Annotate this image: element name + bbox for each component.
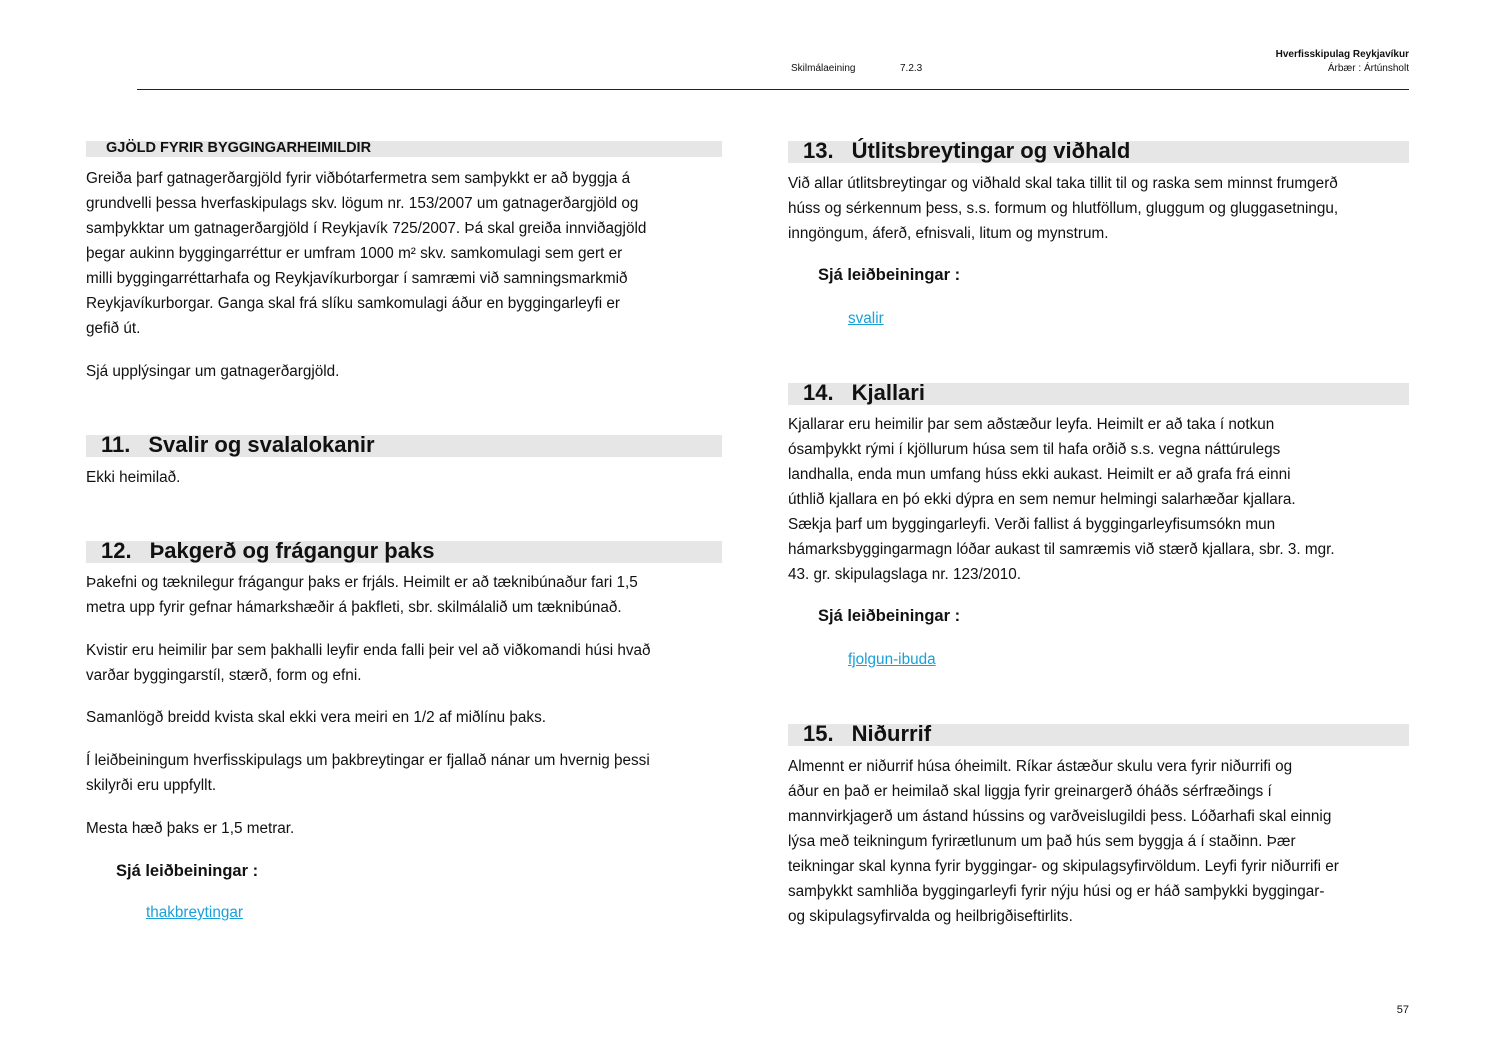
section-label: Skilmálaeining	[791, 63, 856, 74]
paragraph	[86, 705, 546, 730]
text-line: metra upp fyrir gefnar hámarkshæðir á þakfleti, sbr. skilmálalið um tæknibúnað.	[86, 599, 622, 616]
section-number: 7.2.3	[900, 63, 923, 74]
text-line: samþykktar um gatnagerðargjöld í Reykjavík 725/2007. Þá skal greiða innviðagjöld	[86, 220, 647, 237]
text-line: mannvirkjagerð um ástand hússins og varðveislugildi þess. Lóðarhafi skal einnig	[788, 808, 1332, 825]
text-line: lýsa með teikningum fyrirætlunum um það hús sem byggja á í staðinn. Þær	[788, 833, 1296, 850]
text-line: úthlið kjallara en þó ekki dýpra en sem nemur helmingi salarhæðar kjallara.	[788, 491, 1296, 508]
text-line: Við allar útlitsbreytingar og viðhald skal taka tillit til og raska sem minnst frumgerð	[788, 175, 1338, 192]
text-line: 43. gr. skipulagslaga nr. 123/2010.	[788, 566, 1022, 583]
text-line: húss og sérkennum þess, s.s. formum og hlutföllum, gluggum og gluggasetningu,	[788, 200, 1339, 217]
text-line: grundvelli þessa hverfaskipulags skv. lögum nr. 153/2007 um gatnagerðargjöld og	[86, 195, 639, 212]
doc-title: Hverfisskipulag Reykjavíkur	[1275, 49, 1409, 60]
section-12-heading	[101, 540, 434, 562]
page-number: 57	[1396, 1004, 1409, 1016]
see-guidelines-label: Sjá leiðbeiningar :	[116, 862, 259, 880]
guideline-link-fjolgun-ibuda[interactable]: fjolgun-ibuda	[848, 651, 936, 668]
section-title: Þakgerð og frágangur þaks	[149, 538, 435, 563]
text-line: Samanlögð breidd kvista skal ekki vera meiri en 1/2 af miðlínu þaks.	[86, 709, 546, 726]
header-divider	[137, 89, 1409, 90]
text-line: Mesta hæð þaks er 1,5 metrar.	[86, 820, 295, 837]
paragraph	[788, 754, 1339, 929]
text-line: áður en það er heimilað skal liggja fyrir greinargerð óháðs sérfræðings í	[788, 783, 1272, 800]
text-line: og skipulagsyfirvalda og heilbrigðiseftirlits.	[788, 908, 1073, 925]
paragraph	[86, 570, 638, 620]
paragraph	[788, 171, 1338, 246]
section-title: Kjallari	[851, 380, 925, 405]
paragraph	[86, 748, 650, 798]
text-line: Sækja þarf um byggingarleyfi. Verði fallist á byggingarleyfisumsókn mun	[788, 516, 1276, 533]
doc-subtitle: Árbær : Ártúnsholt	[1327, 63, 1409, 74]
fees-note: Sjá upplýsingar um gatnagerðargjöld.	[86, 363, 340, 380]
paragraph	[86, 638, 651, 688]
text-line: Almennt er niðurrif húsa óheimilt. Ríkar ástæður skulu vera fyrir niðurrifi og	[788, 758, 1293, 775]
text-line: inngöngum, áferð, efnisvali, litum og mynstrum.	[788, 225, 1109, 242]
text-line: gefið út.	[86, 320, 141, 337]
guideline-link-thakbreytingar[interactable]: thakbreytingar	[146, 904, 243, 921]
text-line: Greiða þarf gatnagerðargjöld fyrir viðbótarfermetra sem samþykkt er að byggja á	[86, 170, 631, 187]
see-guidelines-label: Sjá leiðbeiningar :	[818, 266, 961, 284]
section-title: Svalir og svalalokanir	[148, 432, 375, 457]
text-line: milli byggingarréttarhafa og Reykjavíkurborgar í samræmi við samningsmarkmið	[86, 270, 628, 287]
text-line: skilyrði eru uppfyllt.	[86, 777, 217, 794]
text-line: samþykkt samhliða byggingarleyfi fyrir nýju húsi og er háð samþykki byggingar-	[788, 883, 1325, 900]
text-line: landhalla, enda mun umfang húss ekki aukast. Heimilt er að grafa frá einni	[788, 466, 1291, 483]
section-title: Niðurrif	[851, 721, 932, 746]
text-line: Í leiðbeiningum hverfisskipulags um þakbreytingar er fjallað nánar um hvernig þessi	[86, 752, 650, 769]
section-number: 11.	[101, 432, 131, 457]
text-line: Reykjavíkurborgar. Ganga skal frá slíku samkomulagi áður en byggingarleyfi er	[86, 295, 620, 312]
text-line: Kjallarar eru heimilir þar sem aðstæður leyfa. Heimilt er að taka í notkun	[788, 416, 1275, 433]
guideline-link-svalir[interactable]: svalir	[848, 310, 884, 327]
section-number: 14.	[803, 380, 834, 405]
section-14-heading	[803, 382, 925, 404]
fees-paragraph	[86, 166, 646, 341]
section-number: 13.	[803, 138, 834, 163]
paragraph	[86, 816, 294, 841]
see-guidelines-label: Sjá leiðbeiningar :	[818, 607, 961, 625]
section-15-heading	[803, 723, 931, 745]
section-11-heading	[101, 434, 375, 456]
section-number: 12.	[101, 538, 132, 563]
text-line: þegar aukinn byggingarréttur er umfram 1000 m² skv. samkomulagi sem gert er	[86, 245, 623, 262]
text-line: Þakefni og tæknilegur frágangur þaks er frjáls. Heimilt er að tæknibúnaður fari 1,5	[86, 574, 638, 591]
section-number: 15.	[803, 721, 834, 746]
section-title: Útlitsbreytingar og viðhald	[851, 138, 1131, 163]
paragraph	[788, 412, 1335, 587]
text-line: varðar byggingarstíl, stærð, form og efni.	[86, 667, 362, 684]
text-line: ósamþykkt rými í kjöllurum húsa sem til hafa orðið s.s. vegna náttúrulegs	[788, 441, 1281, 458]
section-11-text: Ekki heimilað.	[86, 469, 181, 486]
text-line: Kvistir eru heimilir þar sem þakhalli leyfir enda falli þeir vel að viðkomandi húsi hvað	[86, 642, 651, 659]
fees-heading: GJÖLD FYRIR BYGGINGARHEIMILDIR	[106, 140, 372, 156]
text-line: hámarksbyggingarmagn lóðar aukast til samræmis við stærð kjallara, sbr. 3. mgr.	[788, 541, 1335, 558]
section-13-heading	[803, 140, 1130, 162]
text-line: teikningar skal kynna fyrir byggingar- og skipulagsyfirvöldum. Leyfi fyrir niðurrifi er	[788, 858, 1339, 875]
